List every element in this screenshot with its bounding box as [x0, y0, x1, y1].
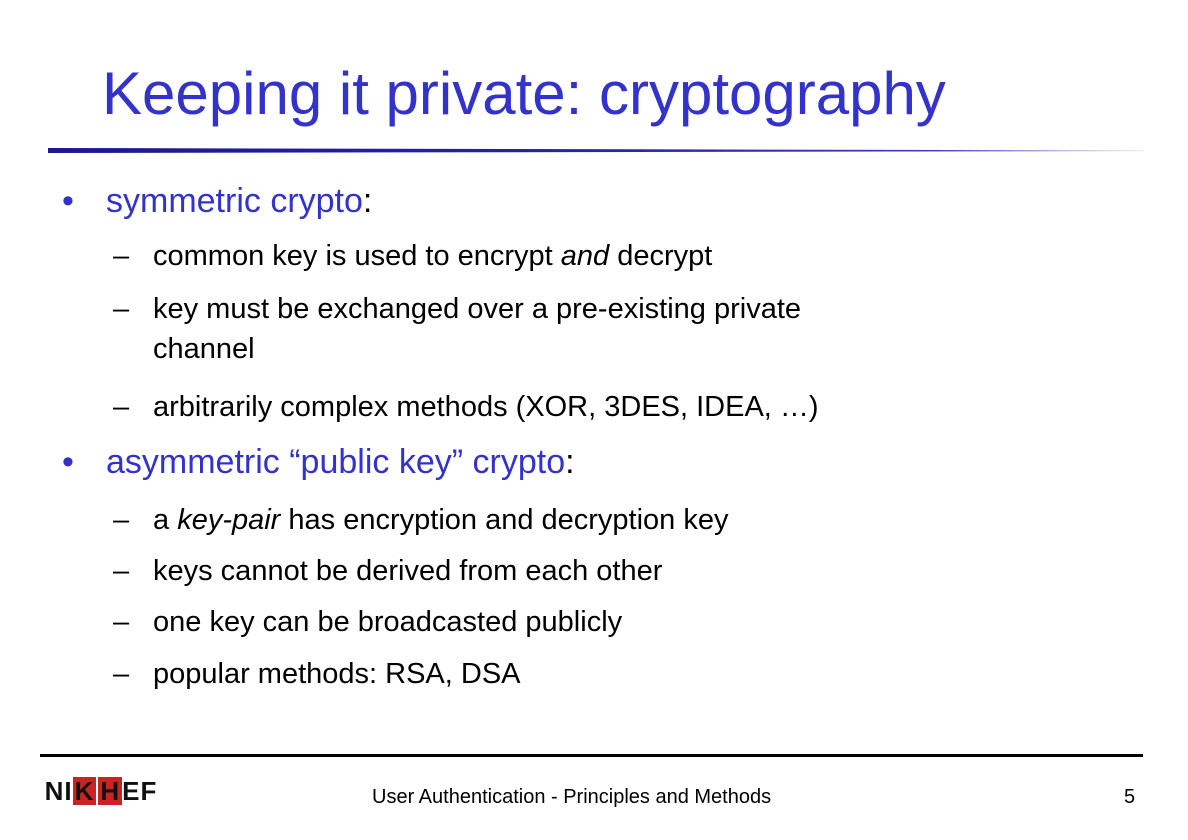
footer-divider — [40, 754, 1143, 757]
dash-marker: – — [113, 504, 130, 536]
dash-marker: – — [113, 658, 130, 690]
bullet-2-item-3: one key can be broadcasted publicly — [153, 606, 623, 638]
nikhef-logo: NI K H EF — [44, 775, 158, 806]
slide-title: Keeping it private: cryptography — [102, 60, 946, 127]
bullet-1-text: symmetric crypto: — [106, 182, 373, 220]
bullet-2-item-2: keys cannot be derived from each other — [153, 555, 663, 587]
dash-marker: – — [113, 555, 130, 587]
bullet-marker: • — [62, 182, 74, 220]
page-number: 5 — [1124, 786, 1136, 808]
dash-marker: – — [113, 606, 130, 638]
bullet-1-item-1: common key is used to encrypt and decrypt — [153, 240, 713, 272]
dash-marker: – — [113, 391, 130, 423]
bullet-1-item-3: arbitrarily complex methods (XOR, 3DES, IDEA, …) — [153, 391, 819, 423]
dash-marker: – — [113, 293, 130, 325]
bullet-2-text: asymmetric “public key” crypto: — [106, 443, 575, 481]
bullet-marker: • — [62, 443, 74, 481]
bullet-1-item-2: key must be exchanged over a pre-existing private — [153, 293, 802, 325]
footer-caption: User Authentication - Principles and Methods — [372, 786, 772, 808]
bullet-2-item-1: a key-pair has encryption and decryption key — [153, 504, 729, 536]
bullet-2-item-4: popular methods: RSA, DSA — [153, 658, 521, 690]
dash-marker: – — [113, 240, 130, 272]
bullet-1-item-2-continued: channel — [153, 333, 255, 365]
